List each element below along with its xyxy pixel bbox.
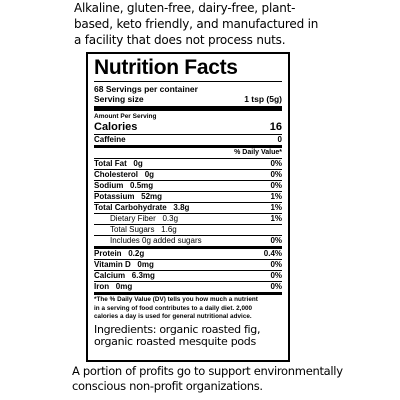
ingredients-line: Ingredients: organic roasted fig, — [94, 322, 261, 336]
nutrient-label: Vitamin D — [94, 260, 131, 269]
nutrient-dv: 0% — [270, 236, 282, 245]
nutrient-row — [94, 159, 282, 170]
daily-value-header-label: % Daily Value* — [234, 149, 282, 156]
nutrient-label: Sodium — [94, 181, 124, 190]
nutrient-amount: 52mg — [141, 192, 163, 201]
nutrient-row — [94, 203, 282, 214]
serving-size-row — [94, 94, 282, 111]
servings-per-container: 68 Servings per container — [94, 84, 198, 94]
nutrient-label: Includes 0g added sugars — [110, 236, 202, 245]
intro-line: a facility that does not process nuts. — [74, 33, 286, 47]
nutrient-row — [94, 271, 282, 282]
nutrient-label: Total Carbohydrate — [94, 203, 167, 212]
intro-line: based, keto friendly, and manufactured in — [74, 17, 319, 31]
nutrient-amount: 0g — [144, 170, 155, 179]
nutrient-amount: 3.8g — [173, 203, 190, 212]
intro-text — [74, 0, 396, 48]
nutrient-label: Potassium — [94, 192, 135, 201]
nutrient-dv: 0% — [270, 282, 282, 291]
nutrient-dv: 0% — [270, 170, 282, 179]
footnote-line: in a serving of food contributes to a daily diet. 2,000 — [94, 304, 253, 312]
caffeine-row — [94, 135, 282, 148]
nutrient-dv: 0% — [270, 271, 282, 280]
nutrient-dv: 1% — [270, 214, 282, 223]
nutrient-row — [94, 260, 282, 271]
nutrient-dv: 1% — [270, 203, 282, 212]
nutrient-label: Total Fat — [94, 159, 127, 168]
nutrient-row — [94, 214, 282, 225]
ingredients-line: organic roasted mesquite pods — [94, 334, 256, 348]
nutrient-amount: 0mg — [115, 282, 133, 291]
nutrient-label: Calcium — [94, 271, 126, 280]
nutrition-facts-title: Nutrition Facts — [94, 57, 282, 82]
daily-value-header — [94, 148, 282, 159]
outro-line: A portion of profits go to support environmentally — [72, 364, 343, 378]
amount-per-serving: Amount Per Serving — [94, 113, 157, 120]
nutrient-amount: 0g — [133, 159, 143, 168]
nutrient-label: Protein — [94, 249, 122, 258]
nutrient-row — [94, 225, 282, 236]
nutrient-label: Total Sugars — [110, 225, 155, 234]
calories-value: 16 — [269, 121, 282, 133]
serving-size-label: Serving size — [94, 94, 144, 104]
footnote-line: calories a day is used for general nutritional advice. — [94, 313, 252, 320]
nutrient-dv: 0% — [270, 181, 282, 190]
nutrient-label: Iron — [94, 282, 110, 291]
nutrient-amount: 0.2g — [128, 249, 145, 258]
serving-size-value: 1 tsp (5g) — [244, 94, 282, 104]
nutrient-amount: 0.5mg — [130, 181, 154, 190]
outro-text — [72, 364, 398, 394]
ingredients — [94, 322, 282, 348]
nutrient-dv: 0.4% — [263, 249, 282, 258]
nutrient-label: Cholesterol — [94, 170, 139, 179]
nutrient-dv: 0% — [270, 260, 282, 269]
caffeine-value: 0 — [277, 135, 282, 144]
nutrient-row — [94, 282, 282, 295]
nutrient-row — [94, 236, 282, 249]
daily-value-footnote — [94, 295, 282, 322]
calories-row — [94, 121, 282, 135]
nutrient-amount: 0mg — [137, 260, 154, 269]
nutrient-amount: 1.6g — [161, 225, 177, 234]
nutrient-row — [94, 249, 282, 260]
nutrient-dv: 0% — [270, 159, 282, 168]
nutrient-amount: 6.3mg — [131, 271, 155, 280]
nutrient-row — [94, 170, 282, 181]
footnote-line: *The % Daily Value (DV) tells you how much a nutrient — [94, 296, 258, 303]
nutrient-row — [94, 181, 282, 192]
nutrient-dv: 1% — [270, 192, 282, 201]
calories-label: Calories — [94, 121, 138, 133]
outro-line: conscious non-profit organizations. — [72, 379, 263, 393]
nutrition-facts-panel — [86, 52, 290, 362]
nutrient-row — [94, 192, 282, 203]
caffeine-label: Caffeine — [94, 135, 126, 144]
intro-line: Alkaline, gluten-free, dairy-free, plant- — [74, 1, 296, 15]
nutrient-amount: 0.3g — [162, 214, 179, 223]
nutrient-label: Dietary Fiber — [110, 214, 156, 223]
